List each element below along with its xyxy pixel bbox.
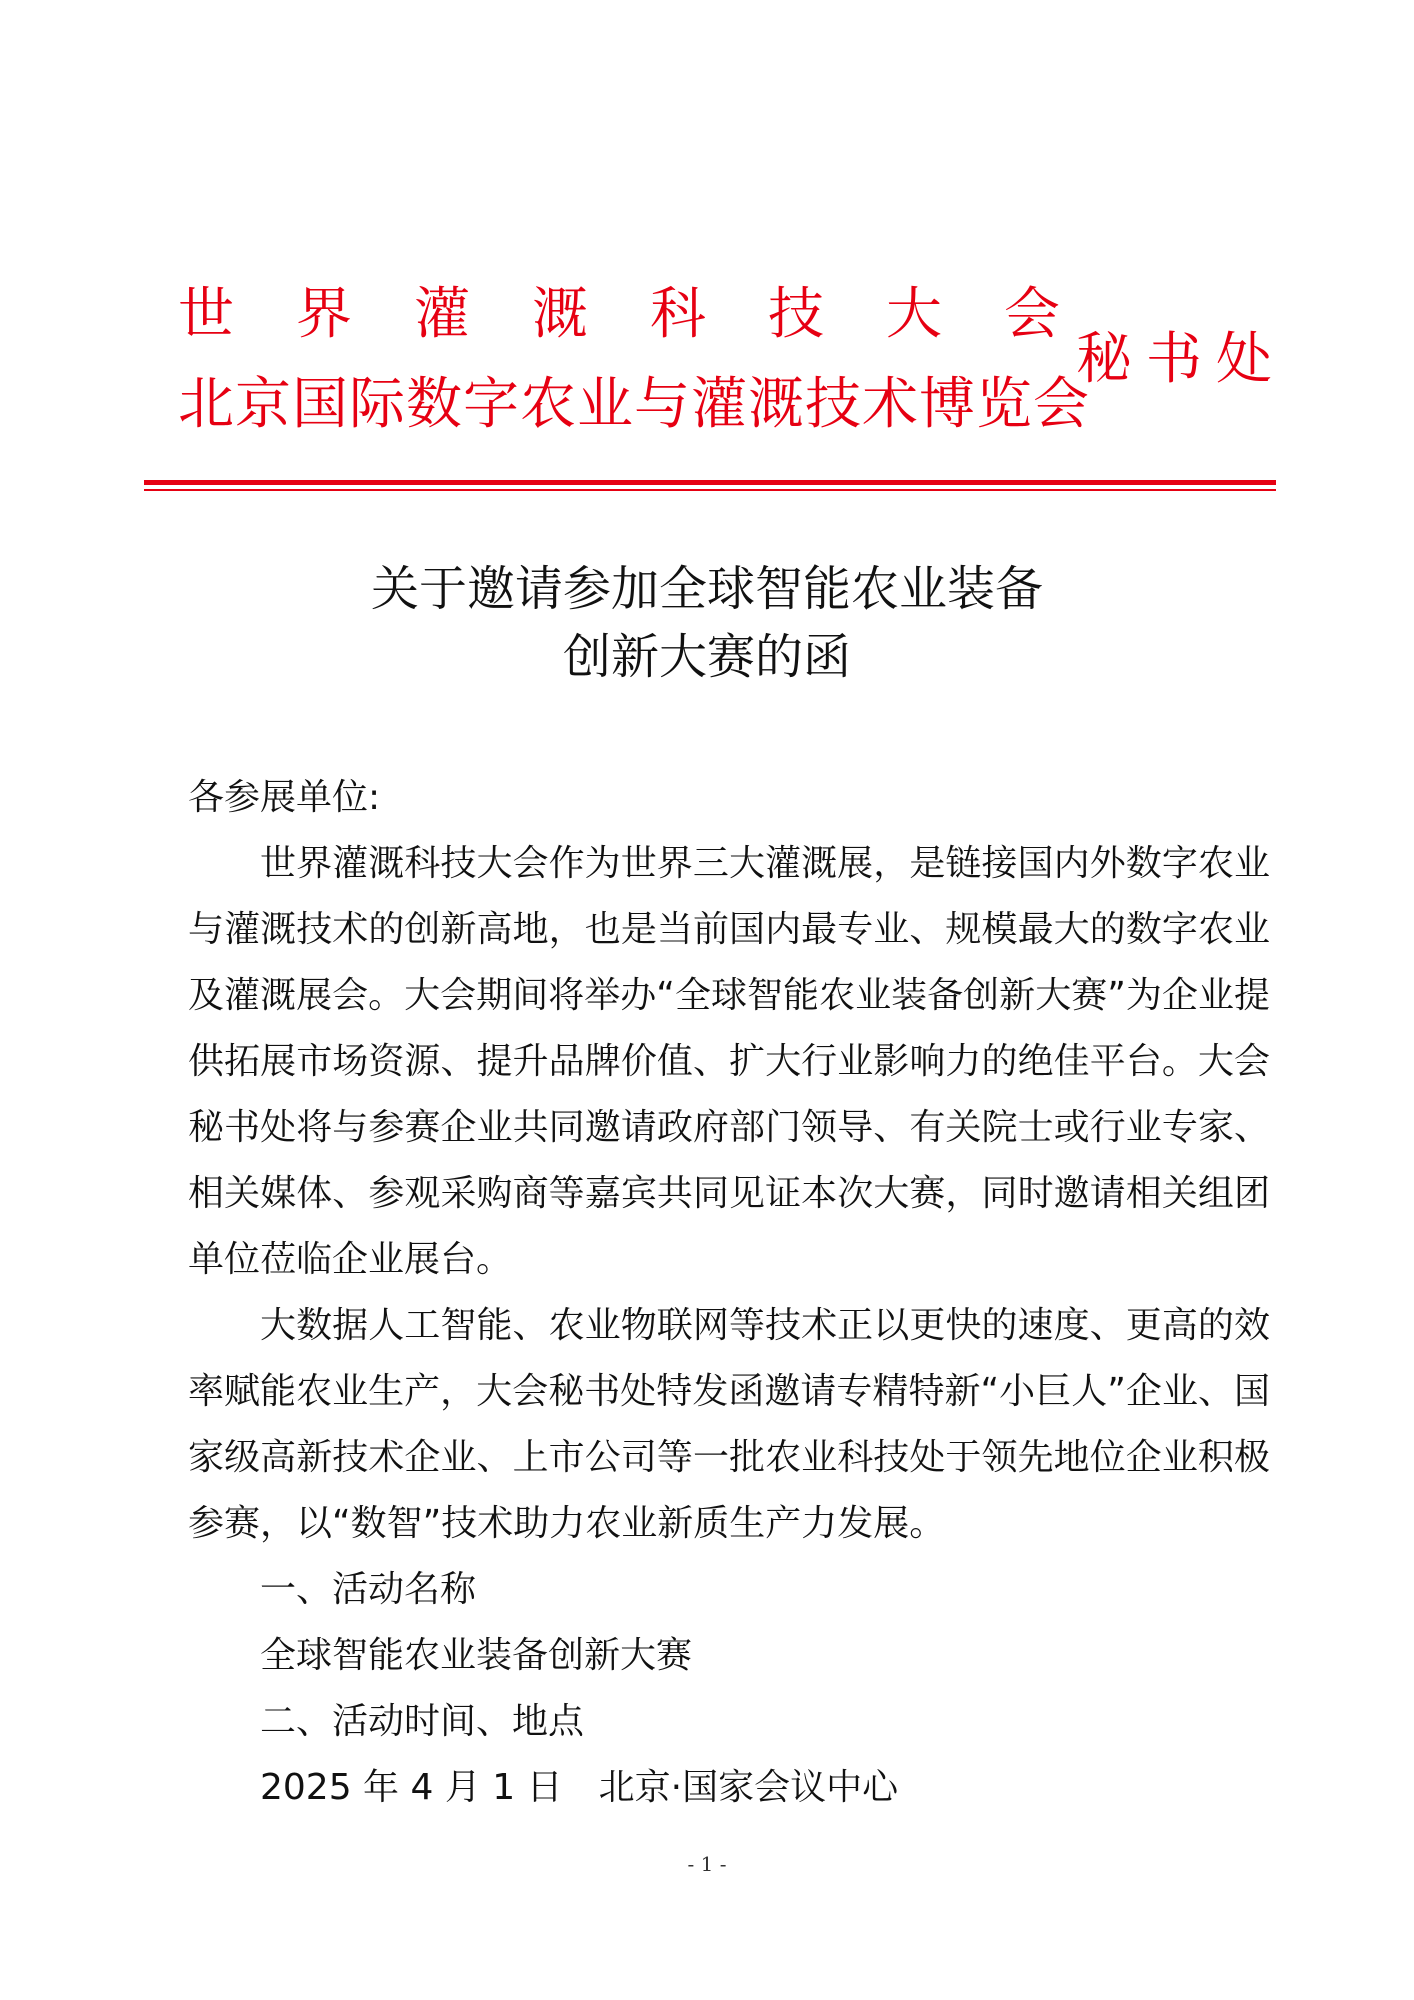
org-name-line-2: 北京国际数字农业与灌溉技术博览会 — [178, 372, 1090, 437]
title-line-2: 创新大赛的函 — [562, 629, 851, 685]
letterhead-rule-thick — [144, 480, 1276, 485]
secretariat-label: 秘书处 — [1076, 327, 1286, 392]
letterhead — [178, 272, 1288, 452]
letterhead-rule-thin — [144, 489, 1276, 491]
salutation: 各参展单位: — [188, 777, 381, 818]
section-1-heading: 一、活动名称 — [260, 1569, 477, 1610]
paragraph-2: 大数据人工智能、农业物联网等技术正以更快的速度、更高的效率赋能农业生产，大会秘书处特发函邀请专精特新“小巨人”企业、国家级高新技术企业、上市公司等一批农业科技处于领先地位企业积极参赛，以“数智”技术助力农业新质生产力发展。 — [188, 1305, 1270, 1544]
paragraph-1: 世界灌溉科技大会作为世界三大灌溉展，是链接国内外数字农业与灌溉技术的创新高地，也是当前国内最专业、规模最大的数字农业及灌溉展会。大会期间将举办“全球智能农业装备创新大赛”为企业提供拓展市场资源、提升品牌价值、扩大行业影响力的绝佳平台。大会秘书处将与参赛企业共同邀请政府部门领导、有关院士或行业专家、相关媒体、参观采购商等嘉宾共同见证本次大赛，同时邀请相关组团单位莅临企业展台。 — [188, 843, 1270, 1280]
section-2-heading: 二、活动时间、地点 — [260, 1701, 585, 1742]
document-body — [188, 765, 1270, 1821]
document-title — [200, 555, 1214, 691]
section-1-content: 全球智能农业装备创新大赛 — [260, 1635, 693, 1676]
org-name-line-1: 世界灌溉科技大会 — [178, 282, 1122, 347]
title-line-1: 关于邀请参加全球智能农业装备 — [370, 561, 1043, 617]
section-2-content: 2025 年 4 月 1 日 北京·国家会议中心 — [260, 1767, 899, 1808]
page-number: - 1 - — [687, 1852, 727, 1876]
